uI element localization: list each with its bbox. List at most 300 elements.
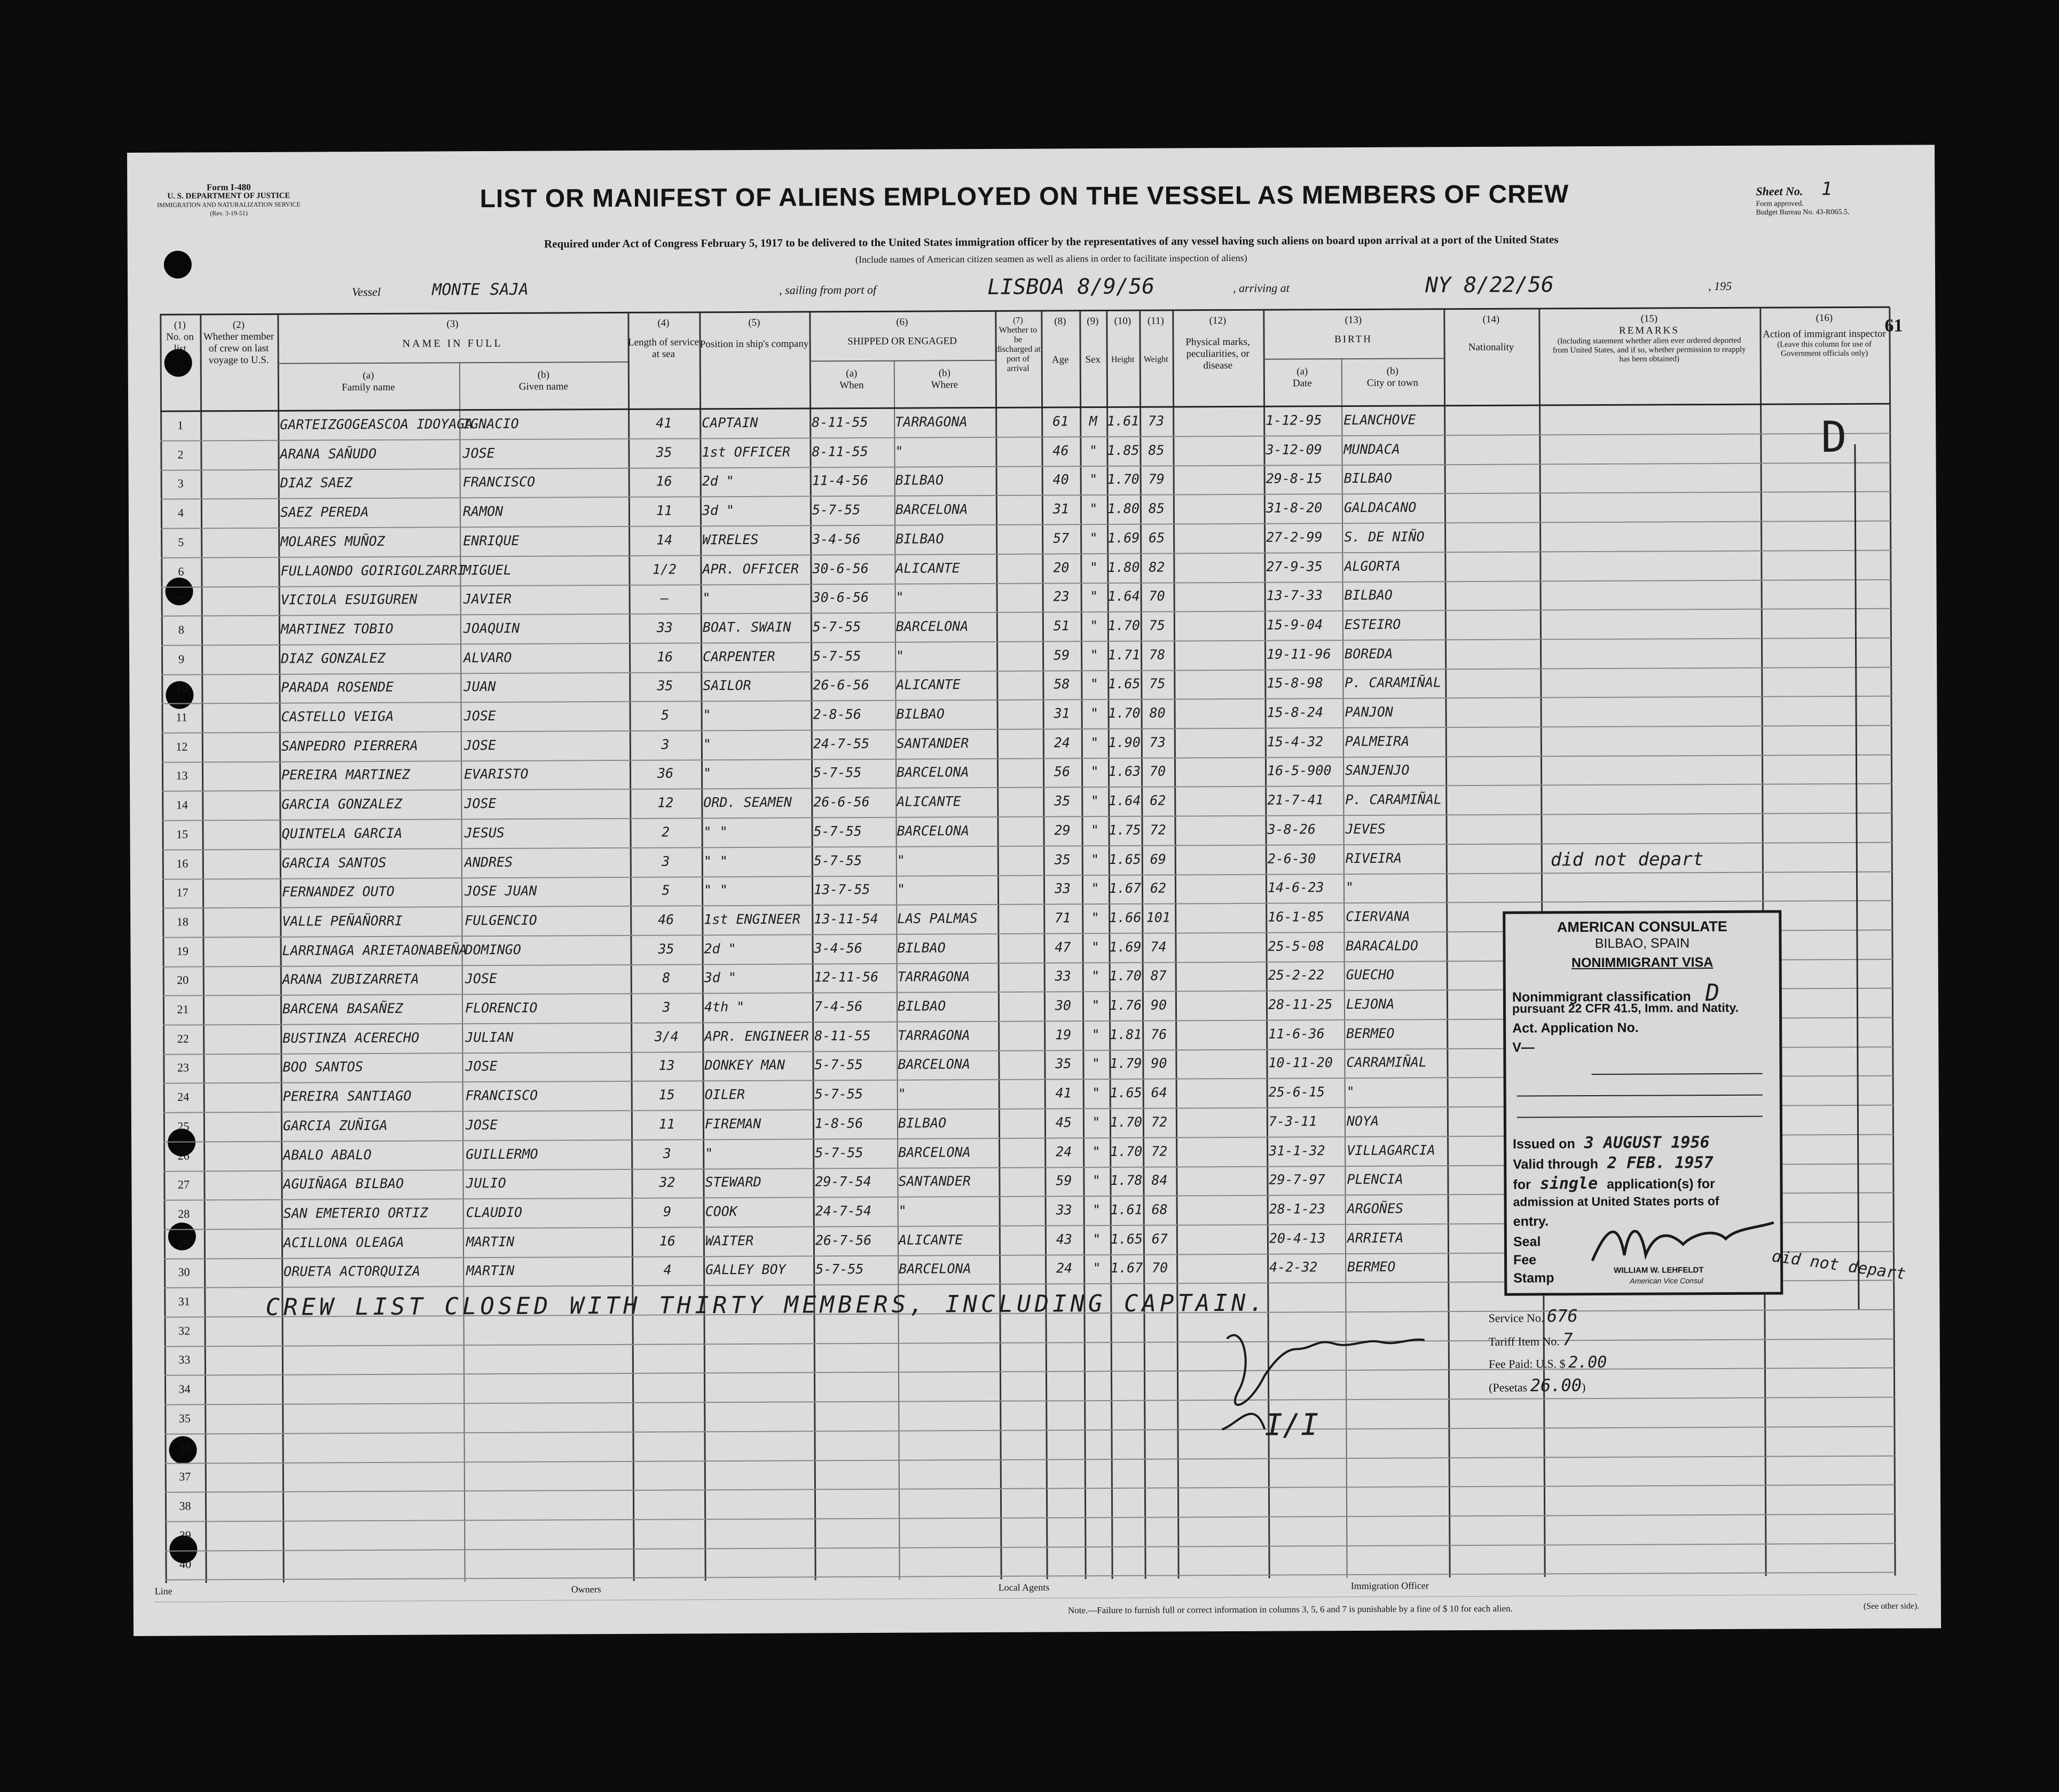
cell-age: 30 bbox=[1055, 997, 1072, 1013]
cell-where: BARCELONA bbox=[895, 501, 968, 517]
cell-given: DOMINGO bbox=[465, 941, 521, 957]
cell-position: STEWARD bbox=[705, 1174, 761, 1190]
cell-city: " bbox=[1346, 1084, 1355, 1100]
cell-service: 1/2 bbox=[652, 561, 677, 577]
cell-age: 61 bbox=[1052, 413, 1069, 429]
cell-no: 5 bbox=[178, 535, 184, 549]
cell-weight: 72 bbox=[1150, 822, 1166, 838]
cell-where: BARCELONA bbox=[898, 1056, 970, 1073]
header-col13b: (b) City or town bbox=[1366, 365, 1418, 389]
header-col10: (10) Height bbox=[1111, 315, 1135, 364]
cell-sex: " bbox=[1091, 968, 1100, 984]
cell-service: 3 bbox=[662, 999, 671, 1015]
cell-sex: " bbox=[1089, 530, 1098, 546]
cell-bdate: 15-4-32 bbox=[1267, 733, 1324, 750]
cell-city: ESTEIRO bbox=[1344, 616, 1401, 632]
cell-given: JOAQUIN bbox=[463, 620, 520, 636]
cell-where: " bbox=[895, 443, 903, 459]
cell-age: 45 bbox=[1055, 1114, 1072, 1130]
header-col8: (8) Age bbox=[1051, 316, 1069, 366]
cell-family: PEREIRA SANTIAGO bbox=[282, 1088, 412, 1104]
cell-bdate: 25-6-15 bbox=[1268, 1084, 1325, 1100]
cell-when: 8-11-55 bbox=[814, 1027, 871, 1044]
cell-given: ENRIQUE bbox=[463, 532, 520, 549]
cell-service: 3 bbox=[663, 1145, 671, 1161]
cell-family: GARCIA ZUÑIGA bbox=[282, 1117, 388, 1134]
cell-bdate: 15-9-04 bbox=[1266, 617, 1323, 633]
cell-where: ALICANTE bbox=[897, 793, 961, 809]
cell-given: JOSE bbox=[465, 971, 498, 987]
cell-no: 24 bbox=[177, 1090, 190, 1104]
header-col7: (7) Whether to be discharged at port of arrival bbox=[995, 316, 1041, 373]
cell-weight: 78 bbox=[1149, 647, 1166, 663]
cell-position: BOAT. SWAIN bbox=[702, 619, 791, 635]
cell-where: SANTANDER bbox=[896, 735, 969, 751]
header-col3b: (b) Given name bbox=[518, 369, 569, 392]
cell-age: 31 bbox=[1054, 705, 1070, 721]
cell-position: GALLEY BOY bbox=[705, 1261, 786, 1278]
cell-given: FRANCISCO bbox=[465, 1087, 538, 1104]
cell-family: MARTINEZ TOBIO bbox=[280, 620, 394, 637]
header-col13a: (a) Date bbox=[1292, 366, 1312, 389]
cell-family: VICIOLA ESUIGUREN bbox=[280, 591, 418, 608]
cell-weight: 70 bbox=[1149, 763, 1166, 780]
cell-age: 24 bbox=[1056, 1260, 1073, 1276]
vessel-label: Vessel bbox=[352, 285, 381, 299]
cell-height: 1.61 bbox=[1110, 1201, 1143, 1217]
cell-position: " " bbox=[703, 882, 728, 898]
cell-service: 14 bbox=[656, 532, 673, 548]
cell-age: 33 bbox=[1056, 1202, 1072, 1218]
cell-position: " bbox=[703, 765, 712, 781]
cell-when: 5-7-55 bbox=[813, 823, 862, 839]
cell-height: 1.61 bbox=[1107, 413, 1139, 429]
cell-service: 13 bbox=[658, 1057, 675, 1074]
cell-city: BERMEO bbox=[1346, 1025, 1395, 1041]
cell-city: PALMEIRA bbox=[1345, 733, 1410, 749]
cell-bdate: 29-8-15 bbox=[1266, 470, 1323, 487]
remark-did-not-depart: did not depart bbox=[1550, 848, 1704, 871]
cell-height: 1.70 bbox=[1110, 1143, 1143, 1159]
cell-height: 1.81 bbox=[1110, 1026, 1142, 1042]
cell-age: 35 bbox=[1054, 851, 1071, 867]
cell-service: 33 bbox=[656, 619, 673, 635]
cell-family: ARANA SAÑUDO bbox=[280, 445, 377, 462]
cell-weight: 62 bbox=[1150, 792, 1166, 808]
cell-no: 34 bbox=[178, 1382, 191, 1396]
cell-bdate: 31-1-32 bbox=[1269, 1142, 1325, 1159]
cell-city: GALDACANO bbox=[1343, 499, 1417, 516]
cell-sex: " bbox=[1090, 705, 1099, 721]
cell-bdate: 19-11-96 bbox=[1267, 646, 1331, 662]
cell-age: 40 bbox=[1052, 471, 1069, 488]
cell-sex: " bbox=[1090, 793, 1099, 809]
cell-when: 13-7-55 bbox=[813, 882, 870, 898]
cell-sex: " bbox=[1091, 939, 1100, 955]
cell-when: 5-7-55 bbox=[813, 852, 862, 868]
cell-given: RAMON bbox=[462, 504, 504, 520]
cell-bdate: 11-6-36 bbox=[1268, 1025, 1325, 1042]
cell-position: ORD. SEAMEN bbox=[703, 794, 792, 811]
form-id-block bbox=[148, 183, 309, 218]
cell-bdate: 7-3-11 bbox=[1268, 1113, 1317, 1129]
cell-family: GARCIA SANTOS bbox=[281, 854, 387, 871]
cell-where: BILBAO bbox=[897, 998, 946, 1014]
visa-for: single bbox=[1539, 1174, 1598, 1193]
inspector-signature bbox=[1206, 1316, 1431, 1456]
cell-sex: " bbox=[1090, 588, 1098, 604]
cell-no: 10 bbox=[175, 681, 187, 695]
cell-height: 1.63 bbox=[1108, 764, 1141, 780]
cell-city: BARACALDO bbox=[1346, 938, 1419, 954]
cell-given: JAVIER bbox=[463, 591, 512, 607]
cell-bdate: 21-7-41 bbox=[1267, 792, 1324, 808]
cell-position: COOK bbox=[705, 1203, 737, 1220]
cell-sex: " bbox=[1091, 909, 1099, 926]
cell-age: 24 bbox=[1054, 734, 1070, 751]
cell-weight: 101 bbox=[1146, 909, 1170, 925]
cell-position: SAILOR bbox=[703, 678, 751, 694]
cell-given: MIGUEL bbox=[463, 562, 512, 578]
cell-given: ANDRES bbox=[464, 854, 513, 870]
cell-where: BILBAO bbox=[895, 472, 944, 489]
cell-family: FULLAONDO GOIRIGOLZARRI bbox=[280, 562, 466, 579]
page-stamp-number: 61 bbox=[1884, 316, 1903, 336]
cell-where: BILBAO bbox=[897, 939, 946, 956]
cell-height: 1.75 bbox=[1109, 822, 1141, 838]
cell-bdate: 16-5-900 bbox=[1267, 763, 1332, 779]
cell-position: APR. OFFICER bbox=[702, 561, 799, 577]
cell-given: GUILLERMO bbox=[466, 1146, 538, 1162]
cell-no: 6 bbox=[178, 564, 184, 578]
cell-weight: 85 bbox=[1148, 500, 1165, 516]
cell-where: ALICANTE bbox=[898, 1231, 963, 1248]
cell-sex: M bbox=[1089, 413, 1097, 429]
cell-service: 41 bbox=[656, 415, 672, 431]
vessel-name: MONTE SAJA bbox=[432, 280, 529, 300]
action-d-mark: D bbox=[1821, 412, 1847, 462]
cell-family: VALLE PEÑAÑORRI bbox=[282, 913, 403, 929]
header-col6: (6) SHIPPED OR ENGAGED bbox=[847, 316, 957, 348]
cell-weight: 70 bbox=[1149, 588, 1165, 604]
cell-bdate: 27-9-35 bbox=[1266, 558, 1323, 575]
header-col1: (1) No. on list bbox=[166, 319, 194, 355]
cell-city: CIERVANA bbox=[1346, 908, 1410, 924]
cell-age: 57 bbox=[1053, 530, 1070, 546]
cell-bdate: 20-4-13 bbox=[1269, 1230, 1326, 1246]
cell-family: PARADA ROSENDE bbox=[281, 679, 394, 696]
cell-when: 8-11-55 bbox=[812, 443, 868, 460]
issued-date: 3 AUGUST 1956 bbox=[1584, 1133, 1710, 1153]
cell-age: 33 bbox=[1054, 881, 1071, 897]
cell-no: 38 bbox=[179, 1499, 191, 1513]
cell-given: JUAN bbox=[463, 679, 496, 695]
cell-weight: 65 bbox=[1149, 530, 1165, 546]
cell-height: 1.70 bbox=[1110, 1114, 1143, 1130]
cell-age: 47 bbox=[1055, 939, 1071, 955]
cell-when: 11-4-56 bbox=[812, 473, 869, 489]
cell-service: 35 bbox=[656, 444, 672, 460]
cell-sex: " bbox=[1089, 501, 1098, 517]
cell-city: BERMEO bbox=[1347, 1259, 1396, 1275]
cell-position: 2d " bbox=[704, 940, 736, 956]
cell-position: FIREMAN bbox=[704, 1115, 761, 1132]
header-col12: (12) Physical marks, peculiarities, or disease bbox=[1185, 315, 1250, 372]
cell-height: 1.64 bbox=[1109, 792, 1141, 809]
footer-note: Note.—Failure to furnish full or correct information in columns 3, 5, 6 and 7 is punishable by a fine of $ 10 for each alien. bbox=[1067, 1603, 1513, 1616]
cell-age: 35 bbox=[1054, 793, 1071, 809]
cell-given: FRANCISCO bbox=[462, 474, 536, 490]
cell-weight: 75 bbox=[1149, 617, 1165, 633]
cell-age: 19 bbox=[1055, 1026, 1072, 1043]
cell-given: FLORENCIO bbox=[465, 1000, 538, 1016]
revision: (Rev. 3-19-51) bbox=[210, 209, 248, 217]
cell-weight: 74 bbox=[1150, 939, 1167, 955]
cell-where: " bbox=[897, 852, 905, 868]
cell-service: 36 bbox=[657, 765, 674, 782]
cell-family: SAEZ PEREDA bbox=[280, 504, 369, 520]
consul-title: American Vice Consul bbox=[1630, 1276, 1703, 1285]
cell-bdate: 10-11-20 bbox=[1268, 1055, 1333, 1071]
cell-no: 27 bbox=[177, 1177, 190, 1191]
cell-no: 4 bbox=[177, 506, 184, 520]
cell-bdate: 3-8-26 bbox=[1267, 821, 1316, 837]
cell-no: 37 bbox=[179, 1469, 191, 1483]
cell-age: 35 bbox=[1055, 1056, 1072, 1072]
cell-when: 30-6-56 bbox=[812, 590, 869, 606]
cell-weight: 68 bbox=[1151, 1201, 1168, 1217]
cell-weight: 87 bbox=[1150, 968, 1167, 984]
cell-sex: " bbox=[1091, 851, 1099, 867]
cell-where: BARCELONA bbox=[898, 1144, 971, 1160]
cell-when: 5-7-55 bbox=[813, 648, 861, 664]
arriving-port: NY 8/22/56 bbox=[1425, 272, 1554, 298]
cell-age: 56 bbox=[1054, 764, 1071, 780]
cell-service: 3/4 bbox=[654, 1028, 679, 1044]
cell-city: ARRIETA bbox=[1347, 1230, 1404, 1246]
cell-height: 1.70 bbox=[1107, 471, 1139, 488]
cell-age: 33 bbox=[1055, 968, 1071, 984]
cell-family: GARCIA GONZALEZ bbox=[281, 796, 403, 812]
cell-city: GUECHO bbox=[1346, 966, 1395, 983]
cell-weight: 76 bbox=[1151, 1026, 1167, 1042]
cell-position: " bbox=[702, 590, 711, 606]
cell-service: 46 bbox=[658, 911, 674, 928]
cell-given: CLAUDIO bbox=[466, 1204, 523, 1221]
cell-given: JULIO bbox=[466, 1175, 506, 1191]
sailing-port: LISBOA 8/9/56 bbox=[987, 274, 1155, 300]
cell-no: 30 bbox=[178, 1265, 190, 1279]
cell-no: 3 bbox=[177, 476, 184, 490]
cell-weight: 72 bbox=[1151, 1114, 1168, 1130]
cell-bdate: 15-8-98 bbox=[1267, 675, 1323, 691]
year-suffix: , 195 bbox=[1708, 279, 1732, 293]
cell-sex: " bbox=[1093, 1201, 1101, 1218]
header-col13: (13) BIRTH bbox=[1334, 314, 1373, 345]
cell-height: 1.67 bbox=[1109, 880, 1142, 897]
consulate-visa-stamp: AMERICAN CONSULATE BILBAO, SPAIN NONIMMIGRANT VISA Nonimmigrant classification D pursuant 22 CFR 41.5, Imm. and Natity. Act. Application No. V— Issued on 3 AUGUST 1956 Valid through 2 FEB. 1957 for single application(s) for admission at United States ports of entry. Seal Fee Stamp WILLIAM W. LEHFELDT American Vice Consul bbox=[1503, 910, 1783, 1295]
cell-bdate: 25-5-08 bbox=[1268, 938, 1324, 954]
cell-service: 8 bbox=[662, 970, 671, 986]
cell-sex: " bbox=[1090, 822, 1099, 838]
cell-city: " bbox=[1345, 879, 1354, 895]
cell-height: 1.65 bbox=[1110, 1231, 1143, 1247]
cell-city: ELANCHOVE bbox=[1343, 412, 1416, 428]
header-col2: (2) Whether member of crew on last voyage to U.S. bbox=[203, 319, 274, 366]
cell-sex: " bbox=[1091, 997, 1100, 1013]
cell-weight: 72 bbox=[1151, 1143, 1168, 1159]
header-col11: (11) Weight bbox=[1143, 315, 1168, 364]
cell-sex: " bbox=[1090, 764, 1099, 780]
cell-city: NOYA bbox=[1346, 1113, 1379, 1129]
consul-signature bbox=[1587, 1212, 1779, 1272]
cell-sex: " bbox=[1090, 617, 1098, 634]
cell-weight: 84 bbox=[1151, 1172, 1168, 1188]
cell-height: 1.80 bbox=[1107, 559, 1140, 575]
cell-sex: " bbox=[1093, 1231, 1101, 1247]
cell-position: 3d " bbox=[702, 502, 735, 518]
cell-where: TARRAGONA bbox=[898, 1027, 970, 1043]
cell-given: JOSE JUAN bbox=[464, 883, 537, 899]
cell-sex: " bbox=[1092, 1173, 1101, 1189]
cell-no: 25 bbox=[177, 1119, 190, 1133]
cell-age: 24 bbox=[1056, 1143, 1072, 1159]
cell-service: 32 bbox=[659, 1174, 675, 1190]
cell-when: 12-11-56 bbox=[814, 969, 879, 985]
cell-age: 46 bbox=[1052, 442, 1069, 459]
cell-when: 5-7-55 bbox=[814, 1057, 863, 1073]
cell-when: 1-8-56 bbox=[814, 1115, 863, 1131]
cell-city: BILBAO bbox=[1344, 587, 1393, 603]
cell-no: 40 bbox=[179, 1557, 192, 1571]
cell-where: BARCELONA bbox=[897, 764, 969, 781]
cell-position: " " bbox=[703, 853, 728, 869]
cell-when: 24-7-55 bbox=[813, 735, 870, 752]
cell-position: 3d " bbox=[704, 970, 737, 986]
cell-when: 3-4-56 bbox=[814, 940, 862, 956]
cell-no: 32 bbox=[178, 1324, 191, 1338]
cell-bdate: 31-8-20 bbox=[1266, 500, 1323, 516]
cell-family: MOLARES MUÑOZ bbox=[280, 533, 385, 549]
cell-where: BARCELONA bbox=[895, 618, 969, 634]
cell-service: 16 bbox=[657, 649, 673, 665]
cell-service: 2 bbox=[661, 824, 670, 840]
cell-position: 4th " bbox=[704, 999, 745, 1015]
cell-height: 1.71 bbox=[1107, 647, 1141, 663]
cell-height: 1.69 bbox=[1109, 939, 1142, 955]
cell-position: CAPTAIN bbox=[702, 414, 758, 431]
header-col16: (16) Action of immigrant inspector (Leave this column for use of Government officials only) bbox=[1763, 312, 1886, 358]
cell-height: 1.85 bbox=[1107, 442, 1139, 458]
cell-city: PANJON bbox=[1345, 704, 1393, 720]
footer-see-other-side: (See other side). bbox=[1863, 1601, 1920, 1611]
cell-bdate: 3-12-09 bbox=[1266, 441, 1322, 458]
cell-when: 2-8-56 bbox=[813, 706, 861, 722]
header-col14: (14) Nationality bbox=[1468, 313, 1514, 353]
cell-no: 26 bbox=[177, 1149, 190, 1162]
cell-city: P. CARAMIÑAL bbox=[1345, 791, 1442, 808]
cell-weight: 67 bbox=[1151, 1231, 1168, 1247]
cell-bdate: 2-6-30 bbox=[1267, 850, 1316, 867]
cell-given: JOSE bbox=[465, 1117, 498, 1133]
cell-height: 1.79 bbox=[1110, 1056, 1142, 1072]
cell-family: LARRINAGA ARIETAONABEÑA bbox=[282, 941, 467, 958]
cell-sex: " bbox=[1092, 1114, 1101, 1130]
cell-family: BOO SANTOS bbox=[282, 1059, 364, 1075]
cell-position: " " bbox=[703, 823, 728, 840]
cell-where: TARRAGONA bbox=[897, 969, 970, 985]
cell-sex: " bbox=[1090, 734, 1099, 750]
cell-family: BUSTINZA ACERECHO bbox=[282, 1029, 420, 1046]
cell-bdate: 25-2-22 bbox=[1268, 967, 1325, 983]
cell-bdate: 28-1-23 bbox=[1269, 1201, 1326, 1217]
cell-city: SANJENJO bbox=[1345, 762, 1410, 779]
cell-height: 1.64 bbox=[1107, 588, 1140, 604]
cell-no: 29 bbox=[178, 1236, 190, 1250]
cell-city: VILLAGARCIA bbox=[1347, 1142, 1435, 1158]
cell-family: ORUETA ACTORQUIZA bbox=[284, 1263, 421, 1280]
cell-weight: 62 bbox=[1150, 880, 1167, 896]
cell-height: 1.67 bbox=[1110, 1260, 1143, 1276]
cell-where: BILBAO bbox=[896, 706, 945, 722]
cell-when: 5-7-55 bbox=[812, 502, 861, 518]
header-col6b: (b) Where bbox=[931, 367, 958, 391]
cell-family: SANPEDRO PIERRERA bbox=[281, 737, 418, 754]
fee-block: Service No. 676 Tariff Item No. 7 Fee Paid: U.S. $ 2.00 (Pesetas 26.00) bbox=[1488, 1306, 1607, 1396]
cell-where: " bbox=[898, 1086, 906, 1102]
cell-bdate: 29-7-97 bbox=[1269, 1172, 1325, 1188]
cell-service: 3 bbox=[661, 736, 670, 752]
cell-service: 16 bbox=[659, 1233, 676, 1249]
cell-where: BILBAO bbox=[895, 531, 944, 547]
cell-service: 11 bbox=[656, 502, 673, 518]
cell-family: ARANA ZUBIZARRETA bbox=[282, 971, 419, 988]
valid-through: 2 FEB. 1957 bbox=[1607, 1153, 1714, 1173]
cell-height: 1.90 bbox=[1108, 734, 1141, 750]
cell-given: JOSE bbox=[464, 796, 497, 812]
cell-service: 4 bbox=[663, 1262, 672, 1278]
cell-given: JOSE bbox=[463, 708, 496, 724]
cell-height: 1.66 bbox=[1109, 909, 1142, 925]
cell-city: P. CARAMIÑAL bbox=[1345, 674, 1442, 691]
cell-when: 8-11-55 bbox=[812, 414, 868, 430]
cell-height: 1.70 bbox=[1109, 968, 1142, 984]
cell-given: JESUS bbox=[464, 824, 505, 841]
cell-no: 18 bbox=[176, 915, 188, 929]
cell-position: " bbox=[703, 736, 711, 752]
cell-family: SAN EMETERIO ORTIZ bbox=[283, 1205, 428, 1221]
sheet-number: 1 bbox=[1821, 178, 1833, 200]
cell-when: 5-7-55 bbox=[815, 1261, 864, 1277]
cell-when: 5-7-55 bbox=[813, 765, 862, 781]
sailing-label: , sailing from port of bbox=[779, 282, 877, 297]
cell-bdate: 14-6-23 bbox=[1267, 879, 1324, 895]
cell-where: ALICANTE bbox=[896, 677, 961, 693]
cell-where: BARCELONA bbox=[899, 1261, 971, 1277]
cell-given: JOSE bbox=[465, 1058, 498, 1074]
cell-sex: " bbox=[1092, 1143, 1101, 1159]
manifest-page bbox=[127, 145, 1941, 1636]
cell-city: CARRAMIÑAL bbox=[1346, 1054, 1427, 1071]
cell-bdate: 27-2-99 bbox=[1266, 529, 1323, 545]
cell-weight: 79 bbox=[1148, 471, 1165, 488]
cell-bdate: 1-12-95 bbox=[1266, 412, 1322, 428]
form-approved: Form approved. bbox=[1756, 200, 1804, 208]
cell-when: 30-6-56 bbox=[812, 560, 869, 576]
cell-family: DIAZ SAEZ bbox=[280, 475, 353, 491]
cell-where: " bbox=[897, 881, 906, 897]
cell-age: 41 bbox=[1055, 1085, 1072, 1101]
